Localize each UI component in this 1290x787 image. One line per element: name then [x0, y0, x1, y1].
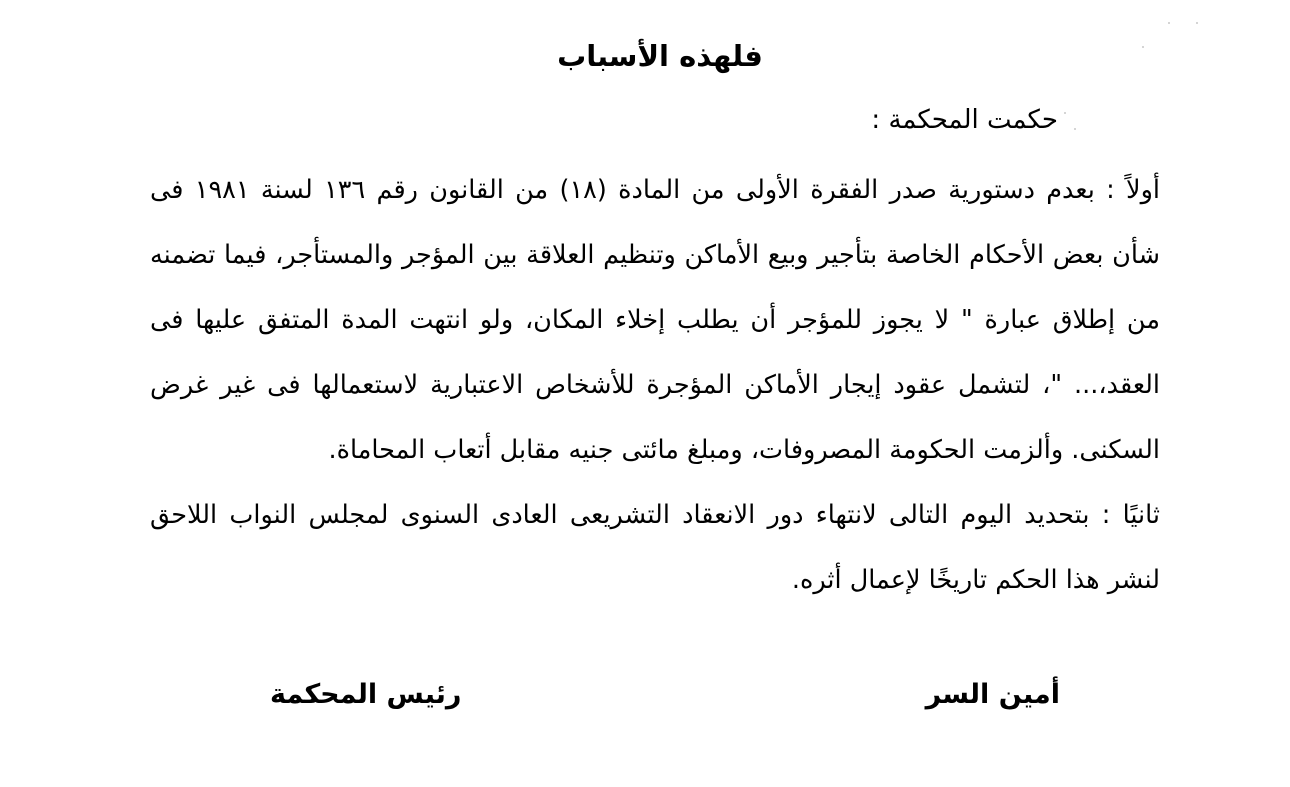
section-heading: فلهذه الأسباب — [557, 39, 763, 73]
secretary-signature-title: أمين السر — [925, 679, 1060, 710]
scan-speck — [1142, 46, 1144, 48]
scan-speck — [1196, 22, 1198, 24]
signature-block — [250, 672, 1060, 722]
scan-speck — [1168, 22, 1170, 24]
scan-speck — [1064, 112, 1066, 114]
ruling-clause-second: ثانيًا : بتحديد اليوم التالى لانتهاء دور الانعقاد التشريعى العادى السنوى لمجلس النواب اللاحق لنشر هذا الحكم تاريخًا لإعمال أثره. — [150, 500, 1160, 595]
ruling-body — [150, 158, 1160, 613]
ruling-clause-first: أولاً : بعدم دستورية صدر الفقرة الأولى من المادة (١٨) من القانون رقم ١٣٦ لسنة ١٩٨١ فى شأن بعض الأحكام الخاصة بتأجير وبيع الأماكن وتنظيم العلاقة بين المؤجر والمستأجر، فيما تضمنه من إطلاق عبارة " لا يجوز للمؤجر أن يطلب إخلاء المكان، ولو انتهت المدة المتفق عليها فى العقد،... "، لتشمل عقود إيجار الأماكن المؤجرة للأشخاص الاعتبارية لاستعمالها فى غير غرض السكنى. وألزمت الحكومة المصروفات، ومبلغ مائتى جنيه مقابل أتعاب المحاماة. — [150, 175, 1160, 465]
ruling-intro: حكمت المحكمة : — [871, 105, 1058, 135]
president-signature-title: رئيس المحكمة — [270, 679, 462, 710]
scan-speck — [1074, 128, 1076, 130]
